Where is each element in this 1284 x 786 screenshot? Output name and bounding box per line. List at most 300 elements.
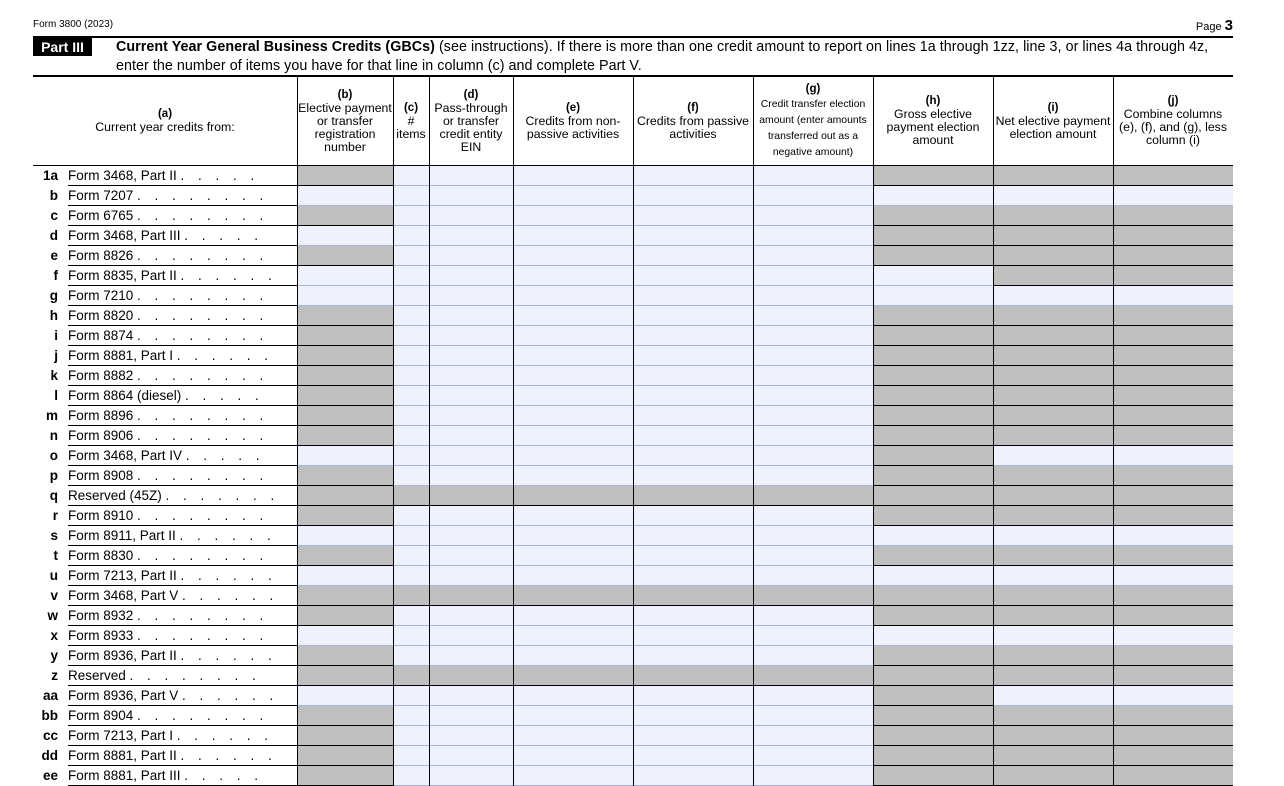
entry-cell-g[interactable]: [753, 186, 873, 206]
line-number: ee: [42, 768, 58, 783]
entry-cell-f[interactable]: [633, 306, 753, 326]
line-label: Form 8932 . . . . . . . .: [68, 606, 297, 626]
entry-cell-g[interactable]: [753, 646, 873, 666]
entry-cell-f[interactable]: [633, 166, 753, 186]
entry-cell-f[interactable]: [633, 426, 753, 446]
line-label: Form 8904 . . . . . . . .: [68, 706, 297, 726]
entry-cell-d[interactable]: [429, 286, 513, 306]
entry-cell-j: [1113, 746, 1233, 766]
entry-cell-h: [873, 586, 993, 606]
entry-cell-j: [1113, 486, 1233, 506]
entry-cell-j: [1113, 406, 1233, 426]
entry-cell-d[interactable]: [429, 706, 513, 726]
entry-cell-g[interactable]: [753, 326, 873, 346]
leader-dots: . . . . .: [185, 448, 265, 463]
entry-cell-c[interactable]: [393, 566, 429, 586]
entry-cell-f[interactable]: [633, 406, 753, 426]
entry-cell-e[interactable]: [513, 186, 633, 206]
column-letter: (h): [925, 95, 941, 107]
entry-cell-j: [1113, 306, 1233, 326]
entry-cell-g[interactable]: [753, 406, 873, 426]
line-number: e: [50, 248, 58, 263]
page-number: [1196, 17, 1233, 34]
entry-cell-i: [993, 746, 1113, 766]
entry-cell-h: [873, 366, 993, 386]
line-label: Form 8874 . . . . . . . .: [68, 326, 297, 346]
entry-cell-c[interactable]: [393, 606, 429, 626]
column-letter: (e): [565, 101, 581, 114]
entry-cell-c[interactable]: [393, 646, 429, 666]
entry-cell-d[interactable]: [429, 686, 513, 706]
line-label: Form 3468, Part II . . . . .: [68, 166, 297, 186]
entry-cell-e[interactable]: [513, 446, 633, 466]
entry-cell-i: [993, 246, 1113, 266]
entry-cell-f[interactable]: [633, 646, 753, 666]
entry-cell-c[interactable]: [393, 246, 429, 266]
entry-cell-g[interactable]: [753, 566, 873, 586]
entry-cell-i: [993, 426, 1113, 446]
entry-cell-i: [993, 726, 1113, 746]
column-letter: (c): [403, 101, 419, 114]
line-label: Form 8881, Part II . . . . . .: [68, 746, 297, 766]
leader-dots: . . . . . . . .: [137, 408, 269, 423]
line-label: Form 8826 . . . . . . . .: [68, 246, 297, 266]
line-label: Form 8881, Part III . . . . .: [68, 766, 297, 786]
entry-cell-c[interactable]: [393, 686, 429, 706]
entry-cell-d[interactable]: [429, 566, 513, 586]
entry-cell-b[interactable]: [297, 686, 393, 706]
entry-cell-g[interactable]: [753, 626, 873, 646]
entry-cell-c[interactable]: [393, 426, 429, 446]
entry-cell-d[interactable]: [429, 166, 513, 186]
line-number: c: [50, 208, 58, 223]
entry-cell-e[interactable]: [513, 566, 633, 586]
entry-cell-g[interactable]: [753, 286, 873, 306]
entry-cell-f[interactable]: [633, 206, 753, 226]
entry-cell-f[interactable]: [633, 626, 753, 646]
entry-cell-b: [297, 746, 393, 766]
entry-cell-g[interactable]: [753, 686, 873, 706]
entry-cell-g[interactable]: [753, 746, 873, 766]
entry-cell-f[interactable]: [633, 746, 753, 766]
entry-cell-f[interactable]: [633, 546, 753, 566]
entry-cell-j: [1113, 206, 1233, 226]
entry-cell-c[interactable]: [393, 506, 429, 526]
entry-cell-i[interactable]: [993, 446, 1113, 466]
entry-cell-e[interactable]: [513, 286, 633, 306]
line-number: l: [54, 388, 58, 403]
entry-cell-f[interactable]: [633, 686, 753, 706]
leader-dots: . . . . . .: [182, 588, 279, 603]
entry-cell-g[interactable]: [753, 606, 873, 626]
entry-cell-d[interactable]: [429, 206, 513, 226]
entry-cell-e[interactable]: [513, 366, 633, 386]
entry-cell-e[interactable]: [513, 206, 633, 226]
leader-dots: . . . . . . .: [165, 488, 280, 503]
entry-cell-b: [297, 366, 393, 386]
entry-cell-d[interactable]: [429, 446, 513, 466]
line-number: w: [47, 608, 58, 623]
entry-cell-g[interactable]: [753, 726, 873, 746]
entry-cell-j[interactable]: [1113, 626, 1233, 646]
entry-cell-g[interactable]: [753, 466, 873, 486]
entry-cell-d[interactable]: [429, 386, 513, 406]
column-text: # items: [396, 113, 426, 141]
form-number: Form 3800 (2023): [33, 19, 114, 30]
entry-cell-c[interactable]: [393, 366, 429, 386]
entry-cell-f[interactable]: [633, 186, 753, 206]
entry-cell-i: [993, 266, 1113, 286]
line-label: Form 8864 (diesel) . . . . .: [68, 386, 297, 406]
entry-cell-j: [1113, 166, 1233, 186]
entry-cell-e[interactable]: [513, 706, 633, 726]
entry-cell-b: [297, 166, 393, 186]
entry-cell-f[interactable]: [633, 326, 753, 346]
line-label: Form 8908 . . . . . . . .: [68, 466, 297, 486]
entry-cell-d[interactable]: [429, 306, 513, 326]
line-number: m: [45, 408, 58, 423]
entry-cell-i[interactable]: [993, 286, 1113, 306]
entry-cell-c[interactable]: [393, 726, 429, 746]
leader-dots: . . . . . . . .: [137, 468, 269, 483]
line-label: Form 8933 . . . . . . . .: [68, 626, 297, 646]
leader-dots: . . . . . .: [179, 528, 276, 543]
line-label: Form 8936, Part II . . . . . .: [68, 646, 297, 666]
leader-dots: . . . . . . . .: [137, 328, 269, 343]
line-label: Form 8911, Part II . . . . . .: [68, 526, 297, 546]
entry-cell-e[interactable]: [513, 326, 633, 346]
part-title: [116, 38, 1241, 76]
line-number: q: [49, 488, 58, 503]
entry-cell-h: [873, 346, 993, 366]
column-header-e: [513, 77, 633, 165]
entry-cell-i: [993, 406, 1113, 426]
entry-cell-d[interactable]: [429, 426, 513, 446]
entry-cell-f[interactable]: [633, 246, 753, 266]
entry-cell-j[interactable]: [1113, 446, 1233, 466]
entry-cell-d[interactable]: [429, 606, 513, 626]
entry-cell-d[interactable]: [429, 366, 513, 386]
entry-cell-g[interactable]: [753, 546, 873, 566]
entry-cell-h: [873, 506, 993, 526]
entry-cell-e[interactable]: [513, 766, 633, 786]
entry-cell-e: [513, 486, 633, 506]
entry-cell-d[interactable]: [429, 526, 513, 546]
entry-cell-f[interactable]: [633, 726, 753, 746]
entry-cell-f[interactable]: [633, 566, 753, 586]
entry-cell-d[interactable]: [429, 766, 513, 786]
entry-cell-b: [297, 586, 393, 606]
entry-cell-j: [1113, 246, 1233, 266]
entry-cell-c[interactable]: [393, 446, 429, 466]
entry-cell-g: [753, 586, 873, 606]
entry-cell-g[interactable]: [753, 426, 873, 446]
entry-cell-c[interactable]: [393, 386, 429, 406]
entry-cell-b[interactable]: [297, 186, 393, 206]
entry-cell-f[interactable]: [633, 606, 753, 626]
entry-cell-c[interactable]: [393, 706, 429, 726]
column-letter: (b): [337, 88, 353, 101]
entry-cell-g[interactable]: [753, 226, 873, 246]
leader-dots: . . . . . . . .: [137, 628, 269, 643]
entry-cell-h: [873, 686, 993, 706]
column-text: Current year credits from:: [95, 120, 235, 134]
entry-cell-g[interactable]: [753, 306, 873, 326]
entry-cell-c[interactable]: [393, 206, 429, 226]
line-label: Form 8835, Part II . . . . . .: [68, 266, 297, 286]
line-number: n: [49, 428, 58, 443]
entry-cell-b: [297, 246, 393, 266]
entry-cell-e[interactable]: [513, 746, 633, 766]
entry-cell-e[interactable]: [513, 406, 633, 426]
entry-cell-e[interactable]: [513, 226, 633, 246]
entry-cell-d[interactable]: [429, 186, 513, 206]
entry-cell-j: [1113, 326, 1233, 346]
line-label: Form 7213, Part II . . . . . .: [68, 566, 297, 586]
entry-cell-d[interactable]: [429, 406, 513, 426]
entry-cell-e[interactable]: [513, 686, 633, 706]
line-number: y: [50, 648, 58, 663]
entry-cell-h: [873, 726, 993, 746]
entry-cell-h: [873, 306, 993, 326]
entry-cell-d[interactable]: [429, 506, 513, 526]
entry-cell-e[interactable]: [513, 426, 633, 446]
entry-cell-i: [993, 226, 1113, 246]
entry-cell-b: [297, 546, 393, 566]
entry-cell-f[interactable]: [633, 506, 753, 526]
entry-cell-b[interactable]: [297, 566, 393, 586]
entry-cell-e[interactable]: [513, 506, 633, 526]
entry-cell-g[interactable]: [753, 206, 873, 226]
entry-cell-g[interactable]: [753, 266, 873, 286]
entry-cell-b: [297, 646, 393, 666]
entry-cell-e[interactable]: [513, 606, 633, 626]
entry-cell-b[interactable]: [297, 286, 393, 306]
leader-dots: . . . . . . . .: [137, 708, 269, 723]
line-number: g: [49, 288, 58, 303]
entry-cell-d[interactable]: [429, 626, 513, 646]
entry-cell-b[interactable]: [297, 266, 393, 286]
entry-cell-b[interactable]: [297, 446, 393, 466]
entry-cell-b[interactable]: [297, 626, 393, 646]
line-number: j: [54, 348, 58, 363]
entry-cell-d[interactable]: [429, 246, 513, 266]
entry-cell-h: [873, 166, 993, 186]
entry-cell-f[interactable]: [633, 226, 753, 246]
entry-cell-c[interactable]: [393, 266, 429, 286]
line-label: Form 8936, Part V . . . . . .: [68, 686, 297, 706]
entry-cell-j: [1113, 426, 1233, 446]
entry-cell-f[interactable]: [633, 446, 753, 466]
leader-dots: . . . . . .: [182, 688, 279, 703]
entry-cell-g[interactable]: [753, 386, 873, 406]
entry-cell-j[interactable]: [1113, 186, 1233, 206]
entry-cell-d[interactable]: [429, 466, 513, 486]
entry-cell-d[interactable]: [429, 726, 513, 746]
entry-cell-e[interactable]: [513, 466, 633, 486]
entry-cell-g[interactable]: [753, 506, 873, 526]
entry-cell-b[interactable]: [297, 226, 393, 246]
entry-cell-i: [993, 326, 1113, 346]
entry-cell-e[interactable]: [513, 626, 633, 646]
entry-cell-g[interactable]: [753, 706, 873, 726]
entry-cell-g[interactable]: [753, 346, 873, 366]
leader-dots: . . . . .: [180, 168, 260, 183]
entry-cell-f[interactable]: [633, 266, 753, 286]
entry-cell-h: [873, 766, 993, 786]
entry-cell-c: [393, 666, 429, 686]
entry-cell-i[interactable]: [993, 626, 1113, 646]
entry-cell-b: [297, 386, 393, 406]
line-number: s: [50, 528, 58, 543]
entry-cell-c[interactable]: [393, 546, 429, 566]
entry-cell-e[interactable]: [513, 546, 633, 566]
entry-cell-d[interactable]: [429, 226, 513, 246]
entry-cell-g[interactable]: [753, 446, 873, 466]
entry-cell-d[interactable]: [429, 266, 513, 286]
entry-cell-e[interactable]: [513, 526, 633, 546]
entry-cell-d[interactable]: [429, 326, 513, 346]
entry-cell-h[interactable]: [873, 626, 993, 646]
entry-cell-c[interactable]: [393, 626, 429, 646]
entry-cell-g[interactable]: [753, 166, 873, 186]
leader-dots: . . . . . . . .: [137, 208, 269, 223]
entry-cell-h[interactable]: [873, 566, 993, 586]
credits-table: [33, 77, 1233, 786]
entry-cell-j[interactable]: [1113, 286, 1233, 306]
entry-cell-e[interactable]: [513, 346, 633, 366]
column-divider: [1113, 77, 1114, 786]
column-letter: (j): [1167, 95, 1179, 107]
entry-cell-g[interactable]: [753, 246, 873, 266]
entry-cell-f[interactable]: [633, 386, 753, 406]
entry-cell-d[interactable]: [429, 746, 513, 766]
entry-cell-i[interactable]: [993, 526, 1113, 546]
column-text: Credits from passive activities: [636, 113, 750, 141]
leader-dots: . . . . . . . .: [137, 308, 269, 323]
entry-cell-h: [873, 486, 993, 506]
entry-cell-i[interactable]: [993, 186, 1113, 206]
entry-cell-c[interactable]: [393, 166, 429, 186]
entry-cell-e[interactable]: [513, 166, 633, 186]
leader-dots: . . . . . . . .: [137, 428, 269, 443]
entry-cell-e[interactable]: [513, 646, 633, 666]
column-divider: [633, 77, 634, 786]
line-number: p: [49, 468, 58, 483]
line-number: z: [51, 668, 58, 683]
entry-cell-c[interactable]: [393, 286, 429, 306]
entry-cell-c[interactable]: [393, 186, 429, 206]
entry-cell-c[interactable]: [393, 746, 429, 766]
entry-cell-i[interactable]: [993, 686, 1113, 706]
column-header-i: [993, 77, 1113, 165]
entry-cell-j: [1113, 386, 1233, 406]
entry-cell-e[interactable]: [513, 306, 633, 326]
entry-cell-c[interactable]: [393, 766, 429, 786]
entry-cell-g[interactable]: [753, 526, 873, 546]
entry-cell-b: [297, 486, 393, 506]
entry-cell-j[interactable]: [1113, 526, 1233, 546]
entry-cell-f[interactable]: [633, 766, 753, 786]
leader-dots: . . . . . . . .: [137, 248, 269, 263]
column-letter: (a): [157, 108, 173, 120]
entry-cell-f[interactable]: [633, 366, 753, 386]
entry-cell-h[interactable]: [873, 266, 993, 286]
entry-cell-j: [1113, 366, 1233, 386]
entry-cell-e[interactable]: [513, 386, 633, 406]
entry-cell-i[interactable]: [993, 566, 1113, 586]
leader-dots: . . . . .: [185, 388, 264, 403]
column-text: Gross elective payment election amount: [886, 107, 980, 147]
column-header-g: [753, 77, 873, 165]
column-header-c: [393, 77, 429, 165]
entry-cell-c[interactable]: [393, 326, 429, 346]
leader-dots: . . . . . . . .: [137, 508, 269, 523]
entry-cell-i: [993, 606, 1113, 626]
entry-cell-h[interactable]: [873, 286, 993, 306]
entry-cell-h[interactable]: [873, 186, 993, 206]
entry-cell-d[interactable]: [429, 546, 513, 566]
line-number: f: [53, 268, 58, 283]
line-label: Form 7210 . . . . . . . .: [68, 286, 297, 306]
entry-cell-j: [1113, 666, 1233, 686]
entry-cell-i: [993, 466, 1113, 486]
entry-cell-g[interactable]: [753, 766, 873, 786]
leader-dots: . . . . .: [184, 768, 264, 783]
entry-cell-h: [873, 206, 993, 226]
entry-cell-f[interactable]: [633, 526, 753, 546]
entry-cell-b: [297, 666, 393, 686]
entry-cell-f[interactable]: [633, 346, 753, 366]
entry-cell-i: [993, 346, 1113, 366]
entry-cell-c: [393, 586, 429, 606]
line-number: i: [54, 328, 58, 343]
leader-dots: . . . . . . . .: [137, 548, 269, 563]
entry-cell-b[interactable]: [297, 526, 393, 546]
entry-cell-c[interactable]: [393, 466, 429, 486]
entry-cell-d[interactable]: [429, 346, 513, 366]
column-header-d: [429, 77, 513, 165]
entry-cell-b: [297, 466, 393, 486]
column-divider: [993, 77, 994, 786]
entry-cell-e[interactable]: [513, 726, 633, 746]
entry-cell-f[interactable]: [633, 706, 753, 726]
entry-cell-g[interactable]: [753, 366, 873, 386]
line-number: cc: [42, 728, 58, 743]
entry-cell-j[interactable]: [1113, 686, 1233, 706]
entry-cell-h: [873, 466, 993, 486]
leader-dots: . . . . . .: [176, 728, 274, 743]
entry-cell-d[interactable]: [429, 646, 513, 666]
entry-cell-f[interactable]: [633, 286, 753, 306]
entry-cell-c[interactable]: [393, 406, 429, 426]
entry-cell-e[interactable]: [513, 246, 633, 266]
entry-cell-j[interactable]: [1113, 566, 1233, 586]
entry-cell-h: [873, 546, 993, 566]
entry-cell-j: [1113, 266, 1233, 286]
line-label: Form 7207 . . . . . . . .: [68, 186, 297, 206]
entry-cell-c[interactable]: [393, 526, 429, 546]
entry-cell-c[interactable]: [393, 346, 429, 366]
entry-cell-e[interactable]: [513, 266, 633, 286]
entry-cell-c[interactable]: [393, 306, 429, 326]
entry-cell-f[interactable]: [633, 466, 753, 486]
entry-cell-h[interactable]: [873, 526, 993, 546]
column-header-j: [1113, 77, 1233, 165]
column-divider: [873, 77, 874, 786]
entry-cell-c[interactable]: [393, 226, 429, 246]
entry-cell-i: [993, 486, 1113, 506]
